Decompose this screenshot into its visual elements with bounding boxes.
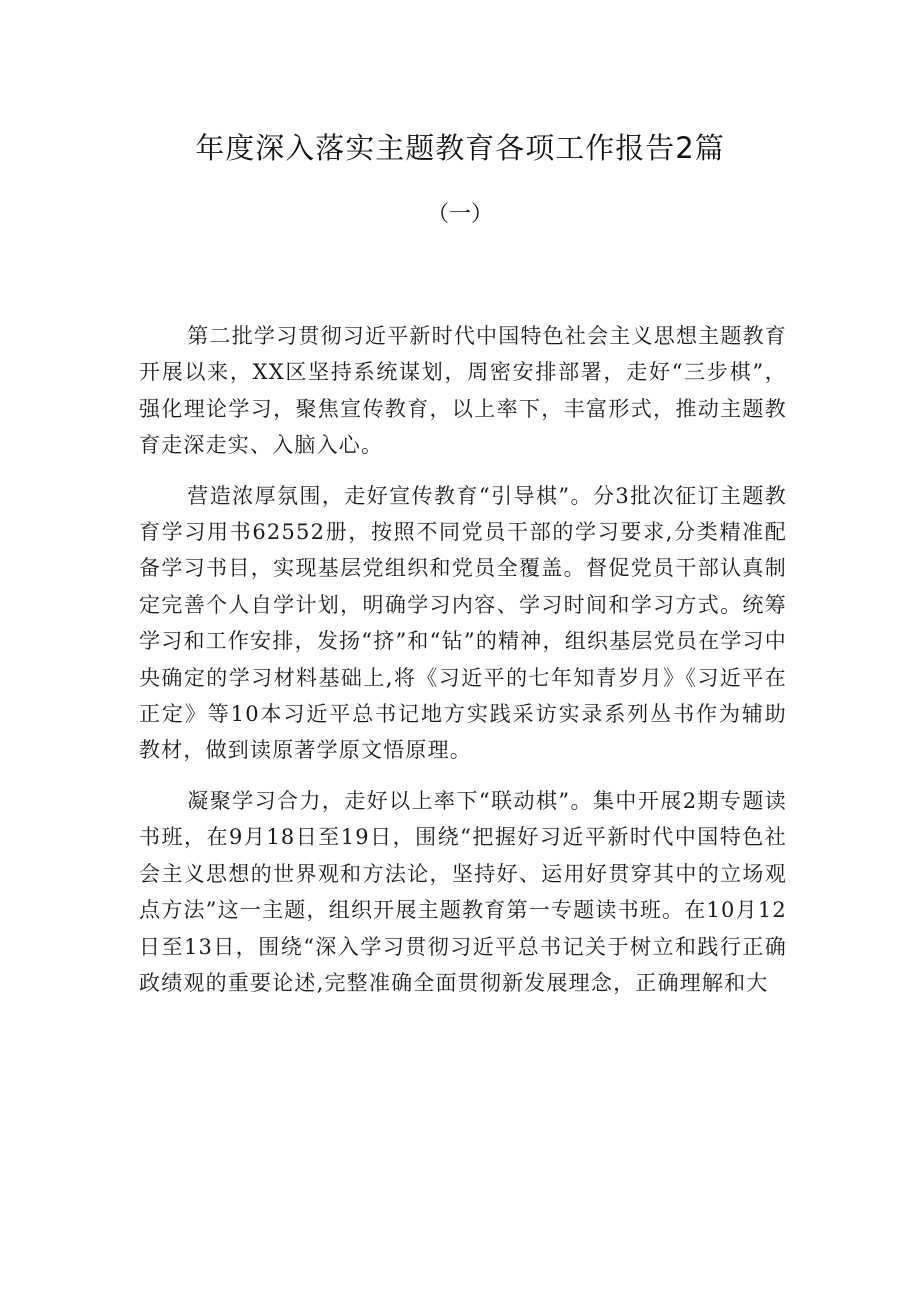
- document-title: 年度深入落实主题教育各项工作报告2篇: [195, 131, 725, 165]
- section-label: （一）: [426, 202, 493, 227]
- paragraph-study: 凝聚学习合力，走好以上率下“联动棋”。集中开展2期专题读书班，在9月18日至19日，围绕“把握好习近平新时代中国特色社会主义思想的世界观和方法论，坚持好、运用好贯穿其中的立场观点方法”这一主题，组织开展主题教育第一专题读书班。在10月12日至13日，围绕“深入学习贯彻习近平总书记关于树立和践行正确政绩观的重要论述,完整准确全面贯彻新发展理念，正确理解和大: [139, 788, 787, 995]
- paragraph-publicity: 营造浓厚氛围，走好宣传教育“引导棋”。分3批次征订主题教育学习用书62552册，按照不同党员干部的学习要求,分类精准配备学习书目，实现基层党组织和党员全覆盖。督促党员干部认真制定完善个人自学计划，明确学习内容、学习时间和学习方式。统筹学习和工作安排，发扬“挤”和“钻”的精神，组织基层党员在学习中央确定的学习材料基础上,将《习近平的七年知青岁月》《习近平在正定》等10本习近平总书记地方实践采访实录系列丛书作为辅助教材，做到读原著学原文悟原理。: [139, 483, 787, 763]
- paragraph-intro: 第二批学习贯彻习近平新时代中国特色社会主义思想主题教育开展以来，XX区坚持系统谋划，周密安排部署，走好“三步棋”，强化理论学习，聚焦宣传教育，以上率下，丰富形式，推动主题教育走深走实、入脑入心。: [139, 324, 787, 458]
- document-body: [139, 318, 787, 1015]
